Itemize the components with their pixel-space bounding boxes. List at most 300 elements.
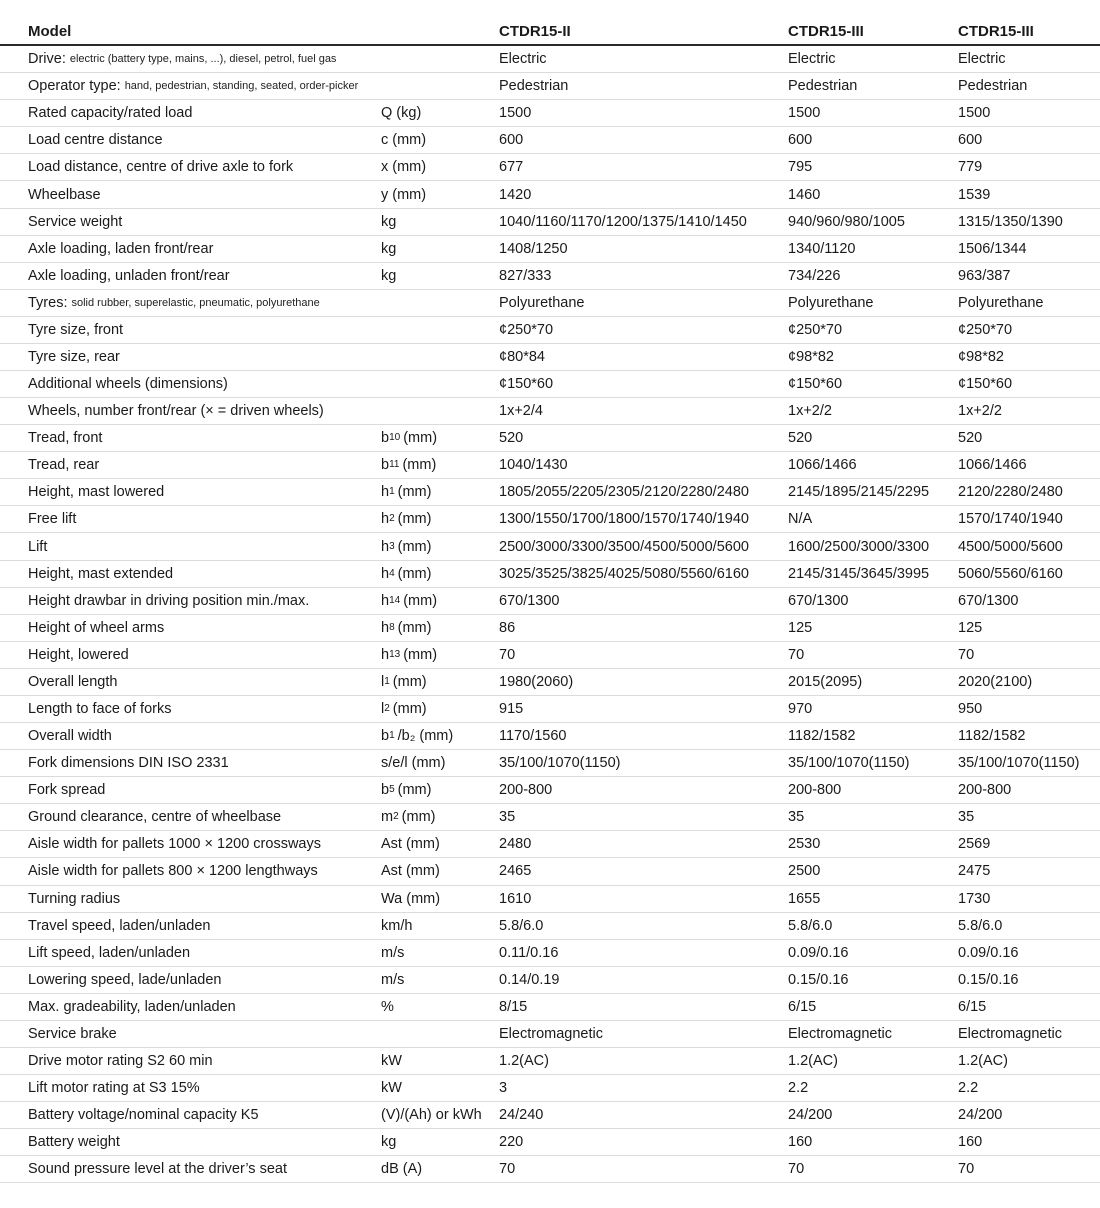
row-label-text: Tyre size, front xyxy=(28,321,124,338)
row-unit xyxy=(381,750,445,776)
row-value: 35 xyxy=(958,809,975,826)
row-label-text: Load distance, centre of drive axle to fork xyxy=(28,159,294,176)
unit-text: (mm) xyxy=(403,646,438,663)
row-label-text: Free lift xyxy=(28,511,77,528)
row-label xyxy=(28,669,117,695)
row-value: Electric xyxy=(499,51,547,68)
row-unit xyxy=(381,940,404,966)
row-value: 1x+2/4 xyxy=(499,403,543,420)
row-label-text: Max. gradeability, laden/unladen xyxy=(28,998,236,1015)
table-row xyxy=(0,317,1100,344)
row-label-text: Wheelbase xyxy=(28,186,101,203)
unit-symbol: l xyxy=(381,700,385,717)
row-label-text: Overall length xyxy=(28,673,118,690)
unit-symbol: b xyxy=(381,728,390,745)
row-label xyxy=(28,561,173,587)
row-label-text: Height, mast extended xyxy=(28,565,174,582)
row-value: 2145/1895/2145/2295 xyxy=(788,484,930,501)
row-value: 1730 xyxy=(958,890,991,907)
row-label xyxy=(28,452,99,478)
row-label-text: Fork spread xyxy=(28,782,106,799)
row-unit: b 11 (mm) xyxy=(381,457,437,474)
row-label-text: Rated capacity/rated load xyxy=(28,105,193,122)
row-value: Electric xyxy=(788,51,836,68)
row-value: 6/15 xyxy=(958,998,987,1015)
unit-text: (mm) xyxy=(403,592,438,609)
row-value: 1500 xyxy=(958,105,991,122)
header-model-label: Model xyxy=(28,23,72,41)
row-unit xyxy=(381,209,396,235)
row-value: 1x+2/2 xyxy=(788,403,832,420)
table-row xyxy=(0,479,1100,506)
row-label-text: Lowering speed, lade/unladen xyxy=(28,971,222,988)
row-value: 2530 xyxy=(788,836,821,853)
row-value: 1300/1550/1700/1800/1570/1740/1940 xyxy=(499,511,749,528)
row-value: 670/1300 xyxy=(958,592,1019,609)
row-label xyxy=(28,154,293,180)
unit-text: m/s xyxy=(381,944,405,961)
row-value: 24/200 xyxy=(958,1107,1003,1124)
row-value: 520 xyxy=(958,430,983,447)
unit-symbol: h xyxy=(381,538,390,555)
row-unit: h 1 (mm) xyxy=(381,484,432,501)
row-value: 670/1300 xyxy=(499,592,560,609)
unit-text: (V)/(Ah) or kWh xyxy=(381,1107,482,1124)
row-unit: h 13 (mm) xyxy=(381,646,438,663)
unit-symbol: h xyxy=(381,646,390,663)
row-unit xyxy=(381,913,412,939)
table-row xyxy=(0,804,1100,831)
table-row xyxy=(0,154,1100,181)
row-label-note: solid rubber, superelastic, pneumatic, polyurethane xyxy=(71,296,320,309)
unit-text: (mm) xyxy=(392,673,427,690)
row-label-text: Height, mast lowered xyxy=(28,484,165,501)
unit-symbol: b xyxy=(381,457,390,474)
row-unit xyxy=(381,263,396,289)
row-label xyxy=(28,290,320,316)
row-label-text: Fork dimensions DIN ISO 2331 xyxy=(28,755,229,772)
row-value: 5.8/6.0 xyxy=(499,917,544,934)
row-value: 5.8/6.0 xyxy=(788,917,833,934)
table-row xyxy=(0,209,1100,236)
table-row xyxy=(0,588,1100,615)
row-unit: b 1 /b₂ (mm) xyxy=(381,728,454,745)
row-label xyxy=(28,209,122,235)
table-row xyxy=(0,831,1100,858)
row-unit xyxy=(381,236,396,262)
row-value: 1500 xyxy=(499,105,532,122)
row-value: 5060/5560/6160 xyxy=(958,565,1063,582)
row-label-text: Operator type: xyxy=(28,78,121,95)
row-unit: h 2 (mm) xyxy=(381,511,432,528)
row-label-text: Axle loading, laden front/rear xyxy=(28,240,214,257)
row-value: 0.09/0.16 xyxy=(958,944,1019,961)
table-row xyxy=(0,506,1100,533)
table-row xyxy=(0,967,1100,994)
row-label-text: Tread, rear xyxy=(28,457,100,474)
row-value: Polyurethane xyxy=(788,294,874,311)
row-value: 950 xyxy=(958,700,983,717)
row-label xyxy=(28,940,190,966)
row-value: 125 xyxy=(788,619,813,636)
row-label xyxy=(28,886,120,912)
row-value: 1570/1740/1940 xyxy=(958,511,1063,528)
row-label xyxy=(28,967,221,993)
row-value: 670/1300 xyxy=(788,592,849,609)
row-value: 734/226 xyxy=(788,267,841,284)
row-value: 1500 xyxy=(788,105,821,122)
row-value: 1600/2500/3000/3300 xyxy=(788,538,930,555)
row-label xyxy=(28,506,76,532)
row-label-text: Tyres: xyxy=(28,294,68,311)
unit-symbol: h xyxy=(381,619,390,636)
row-value: 35/100/1070(1150) xyxy=(788,755,910,772)
row-label-text: Height drawbar in driving position min./max. xyxy=(28,592,310,609)
unit-text: (mm) xyxy=(397,619,432,636)
table-row xyxy=(0,1075,1100,1102)
row-label xyxy=(28,1021,117,1047)
unit-text: (mm) xyxy=(401,809,436,826)
row-value: 86 xyxy=(499,619,516,636)
row-value: 70 xyxy=(958,646,975,663)
row-value: Electromagnetic xyxy=(958,1025,1062,1042)
row-value: 3025/3525/3825/4025/5080/5560/6160 xyxy=(499,565,749,582)
unit-symbol: h xyxy=(381,592,390,609)
row-value: 200-800 xyxy=(788,782,842,799)
row-value: 963/387 xyxy=(958,267,1011,284)
row-value: 24/240 xyxy=(499,1107,544,1124)
row-value: 220 xyxy=(499,1134,524,1151)
row-value: 1610 xyxy=(499,890,532,907)
row-label-text: Ground clearance, centre of wheelbase xyxy=(28,809,282,826)
row-value: ¢250*70 xyxy=(788,321,843,338)
row-label xyxy=(28,913,210,939)
row-label xyxy=(28,1156,287,1182)
row-label xyxy=(28,994,236,1020)
row-label-text: Length to face of forks xyxy=(28,700,172,717)
table-row xyxy=(0,1129,1100,1156)
row-value: Polyurethane xyxy=(499,294,585,311)
table-row xyxy=(0,452,1100,479)
row-value: 70 xyxy=(788,1161,805,1178)
spec-table xyxy=(0,19,1100,1183)
row-value: 1420 xyxy=(499,186,532,203)
table-row xyxy=(0,236,1100,263)
row-unit xyxy=(381,1129,396,1155)
row-value: 1182/1582 xyxy=(788,728,856,745)
table-row xyxy=(0,1156,1100,1183)
row-value: 795 xyxy=(788,159,813,176)
table-row xyxy=(0,913,1100,940)
row-value: 600 xyxy=(788,132,813,149)
unit-text: (mm) xyxy=(397,538,432,555)
row-value: 0.15/0.16 xyxy=(788,971,849,988)
table-row xyxy=(0,669,1100,696)
row-value: ¢250*70 xyxy=(499,321,554,338)
row-label-text: Height of wheel arms xyxy=(28,619,165,636)
table-row xyxy=(0,425,1100,452)
row-value: 1460 xyxy=(788,186,821,203)
row-value: 520 xyxy=(788,430,813,447)
row-label-text: Turning radius xyxy=(28,890,121,907)
table-row xyxy=(0,696,1100,723)
row-value: 35/100/1070(1150) xyxy=(499,755,621,772)
row-value: 0.11/0.16 xyxy=(499,944,559,961)
row-value: 70 xyxy=(788,646,805,663)
row-value: 600 xyxy=(499,132,524,149)
unit-text: (mm) xyxy=(403,430,438,447)
row-label-note: hand, pedestrian, standing, seated, order-picker xyxy=(124,80,359,93)
unit-text: Wa (mm) xyxy=(381,890,441,907)
row-value: 2020(2100) xyxy=(958,673,1033,690)
unit-symbol: l xyxy=(381,673,385,690)
unit-text: (mm) xyxy=(397,565,432,582)
unit-text: kW xyxy=(381,1080,402,1097)
row-value: 1506/1344 xyxy=(958,240,1027,257)
row-value: 125 xyxy=(958,619,983,636)
unit-text: Ast (mm) xyxy=(381,863,440,880)
row-label xyxy=(28,588,309,614)
unit-text: kg xyxy=(381,213,397,230)
row-value: 160 xyxy=(958,1134,983,1151)
row-unit xyxy=(381,127,426,153)
table-row xyxy=(0,1102,1100,1129)
row-value: 1040/1430 xyxy=(499,457,568,474)
table-row xyxy=(0,344,1100,371)
table-row xyxy=(0,1048,1100,1075)
row-value: 2500/3000/3300/3500/4500/5000/5600 xyxy=(499,538,749,555)
row-value: 1x+2/2 xyxy=(958,403,1002,420)
unit-text: kg xyxy=(381,240,397,257)
row-unit xyxy=(381,100,421,126)
unit-text: c (mm) xyxy=(381,132,427,149)
row-value: 2145/3145/3645/3995 xyxy=(788,565,930,582)
row-label xyxy=(28,317,123,343)
row-value: 6/15 xyxy=(788,998,817,1015)
row-value: Pedestrian xyxy=(499,78,569,95)
row-unit xyxy=(381,1075,402,1101)
row-label-note: electric (battery type, mains, ...), diesel, petrol, fuel gas xyxy=(69,53,337,66)
row-label xyxy=(28,1129,120,1155)
row-value: 1066/1466 xyxy=(958,457,1027,474)
table-row xyxy=(0,290,1100,317)
row-value: 200-800 xyxy=(958,782,1012,799)
row-label-text: Aisle width for pallets 800 × 1200 lengthways xyxy=(28,863,318,880)
table-row xyxy=(0,1021,1100,1048)
unit-text: dB (A) xyxy=(381,1161,423,1178)
row-label-text: Wheels, number front/rear (× = driven wheels) xyxy=(28,403,324,420)
row-label xyxy=(28,46,336,72)
row-value: 2465 xyxy=(499,863,532,880)
row-label-text: Tyre size, rear xyxy=(28,348,120,365)
row-value: 940/960/980/1005 xyxy=(788,213,905,230)
table-header-row xyxy=(0,19,1100,46)
unit-text: (mm) xyxy=(397,484,432,501)
row-value: Electromagnetic xyxy=(499,1025,603,1042)
table-row xyxy=(0,858,1100,885)
table-row xyxy=(0,615,1100,642)
unit-symbol: b xyxy=(381,782,390,799)
row-unit xyxy=(381,181,426,207)
row-label xyxy=(28,398,324,424)
row-value: Pedestrian xyxy=(788,78,858,95)
table-row xyxy=(0,181,1100,208)
row-label xyxy=(28,236,213,262)
row-label-text: Aisle width for pallets 1000 × 1200 crossways xyxy=(28,836,321,853)
row-label-text: Load centre distance xyxy=(28,132,163,149)
row-value: 160 xyxy=(788,1134,813,1151)
row-value: 1408/1250 xyxy=(499,240,568,257)
row-value: 1539 xyxy=(958,186,991,203)
row-value: 677 xyxy=(499,159,524,176)
row-unit xyxy=(381,1048,402,1074)
row-value: 1980(2060) xyxy=(499,673,574,690)
unit-text: x (mm) xyxy=(381,159,427,176)
table-row xyxy=(0,994,1100,1021)
row-value: 1066/1466 xyxy=(788,457,857,474)
row-label xyxy=(28,1102,259,1128)
row-unit xyxy=(381,1156,422,1182)
row-value: 1.2(AC) xyxy=(788,1053,838,1069)
row-value: 970 xyxy=(788,700,813,717)
row-label-text: Tread, front xyxy=(28,430,103,447)
row-value: 70 xyxy=(499,646,516,663)
table-row xyxy=(0,127,1100,154)
row-label xyxy=(28,723,112,749)
row-label-text: Lift speed, laden/unladen xyxy=(28,944,191,961)
row-value: 779 xyxy=(958,159,983,176)
table-row xyxy=(0,100,1100,127)
row-value: 600 xyxy=(958,132,983,149)
row-unit xyxy=(381,967,404,993)
header-model-name: CTDR15-II xyxy=(499,23,571,41)
row-value: 520 xyxy=(499,430,524,447)
row-label xyxy=(28,73,358,99)
row-label-text: Drive motor rating S2 60 min xyxy=(28,1053,213,1069)
row-value: 2.2 xyxy=(788,1080,809,1097)
row-value: 0.14/0.19 xyxy=(499,971,560,988)
table-row xyxy=(0,46,1100,73)
table-row xyxy=(0,263,1100,290)
table-row xyxy=(0,642,1100,669)
row-label xyxy=(28,263,230,289)
row-value: 1315/1350/1390 xyxy=(958,213,1063,230)
row-label xyxy=(28,479,164,505)
unit-text: km/h xyxy=(381,917,413,934)
row-value: Polyurethane xyxy=(958,294,1044,311)
unit-text: Ast (mm) xyxy=(381,836,440,853)
row-unit: m 2 (mm) xyxy=(381,809,436,826)
row-value: 35 xyxy=(499,809,516,826)
row-value: 3 xyxy=(499,1080,508,1097)
header-model-name: CTDR15-III xyxy=(788,23,864,41)
row-value: 1655 xyxy=(788,890,821,907)
unit-symbol: h xyxy=(381,484,390,501)
row-value: Electric xyxy=(958,51,1006,68)
row-label xyxy=(28,344,120,370)
unit-symbol: b xyxy=(381,430,390,447)
row-label xyxy=(28,1048,213,1074)
row-label xyxy=(28,1075,200,1101)
row-value: 35/100/1070(1150) xyxy=(958,755,1080,772)
row-label xyxy=(28,696,171,722)
row-unit xyxy=(381,886,440,912)
row-value: 2569 xyxy=(958,836,991,853)
row-label xyxy=(28,777,105,803)
row-label-text: Battery voltage/nominal capacity K5 xyxy=(28,1107,259,1124)
row-unit: h 3 (mm) xyxy=(381,538,432,555)
row-unit: h 8 (mm) xyxy=(381,619,432,636)
row-label xyxy=(28,533,47,559)
table-row xyxy=(0,561,1100,588)
row-value: ¢150*60 xyxy=(788,376,843,393)
table-row xyxy=(0,73,1100,100)
row-value: Pedestrian xyxy=(958,78,1028,95)
table-row xyxy=(0,940,1100,967)
row-label-text: Overall width xyxy=(28,728,112,745)
row-value: ¢98*82 xyxy=(788,348,834,365)
row-value: 24/200 xyxy=(788,1107,833,1124)
row-label-text: Lift xyxy=(28,538,48,555)
row-value: 2480 xyxy=(499,836,532,853)
unit-text: (mm) xyxy=(402,457,437,474)
row-label-text: Additional wheels (dimensions) xyxy=(28,376,228,393)
row-unit: h 4 (mm) xyxy=(381,565,432,582)
unit-symbol: h xyxy=(381,511,390,528)
row-label xyxy=(28,642,129,668)
row-label xyxy=(28,804,281,830)
unit-text: kg xyxy=(381,267,397,284)
row-label-text: Height, lowered xyxy=(28,646,129,663)
row-value: 2500 xyxy=(788,863,821,880)
table-row xyxy=(0,533,1100,560)
unit-text: (mm) xyxy=(397,782,432,799)
row-label xyxy=(28,858,318,884)
row-label-text: Axle loading, unladen front/rear xyxy=(28,267,230,284)
row-label xyxy=(28,831,321,857)
unit-text: m/s xyxy=(381,971,405,988)
row-unit xyxy=(381,1102,482,1128)
header-model-name: CTDR15-III xyxy=(958,23,1034,41)
row-value: 2475 xyxy=(958,863,991,880)
row-unit xyxy=(381,831,440,857)
unit-text: y (mm) xyxy=(381,186,427,203)
row-value: 1340/1120 xyxy=(788,240,856,257)
unit-text: % xyxy=(381,998,394,1015)
unit-text: (mm) xyxy=(392,700,427,717)
unit-symbol: m xyxy=(381,809,394,826)
row-label xyxy=(28,181,101,207)
row-value: N/A xyxy=(788,511,813,528)
row-label xyxy=(28,425,102,451)
row-value: 2015(2095) xyxy=(788,673,863,690)
unit-text: kg xyxy=(381,1134,397,1151)
row-label-text: Service weight xyxy=(28,213,123,230)
row-label xyxy=(28,127,163,153)
unit-text: (mm) xyxy=(397,511,432,528)
row-value: 1170/1560 xyxy=(499,728,567,745)
row-value: Electromagnetic xyxy=(788,1025,892,1042)
row-value: ¢98*82 xyxy=(958,348,1004,365)
row-label xyxy=(28,750,229,776)
unit-text: Q (kg) xyxy=(381,105,422,122)
table-row xyxy=(0,371,1100,398)
row-value: ¢80*84 xyxy=(499,348,545,365)
table-row xyxy=(0,777,1100,804)
row-value: 1040/1160/1170/1200/1375/1410/1450 xyxy=(499,213,747,230)
row-value: 8/15 xyxy=(499,998,528,1015)
unit-symbol: h xyxy=(381,565,390,582)
